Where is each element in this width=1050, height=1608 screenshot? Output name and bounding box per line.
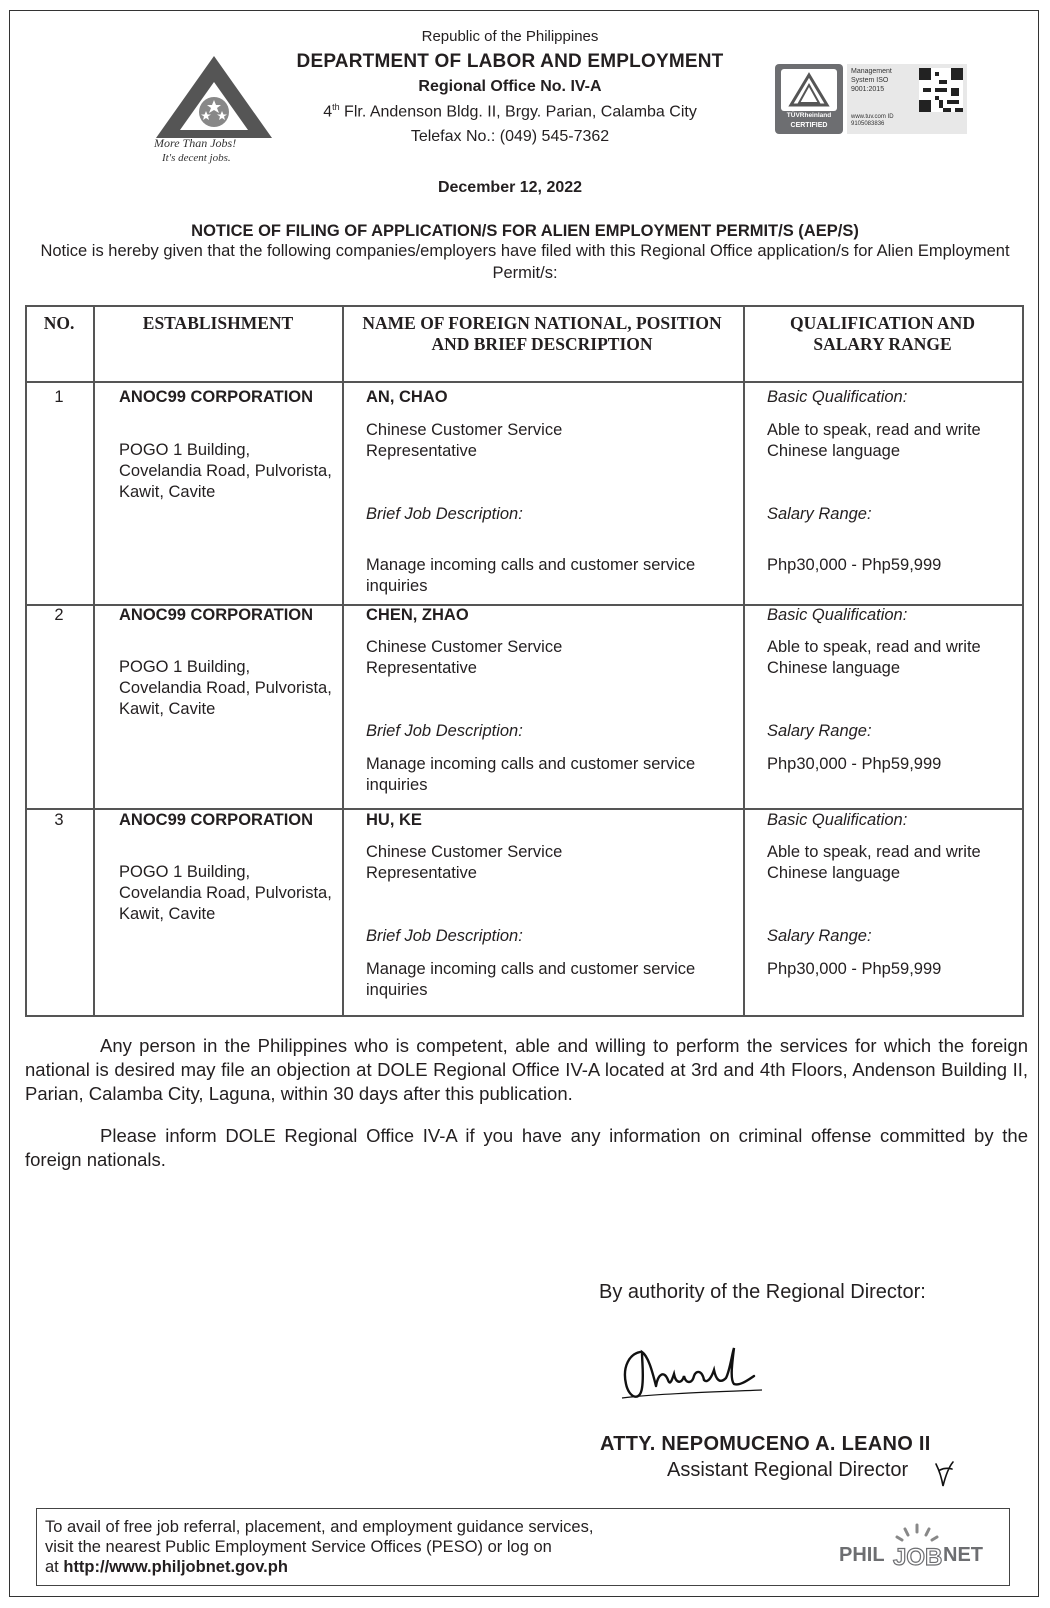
row-2-desc-label: Brief Job Description: xyxy=(366,722,523,740)
aep-applications-table xyxy=(25,305,1024,1017)
objection-paragraph xyxy=(25,1034,1028,1106)
qr-code-icon xyxy=(919,68,963,112)
footer-line-2: visit the nearest Public Employment Service Offices (PESO) or log on xyxy=(45,1538,552,1556)
regional-office: Regional Office No. IV-A xyxy=(418,78,602,95)
initial-mark-icon xyxy=(932,1458,956,1488)
footer-line-3-prefix: at xyxy=(45,1558,64,1576)
header-establishment: ESTABLISHMENT xyxy=(142,313,294,333)
row-1-position: Chinese Customer Service Representative xyxy=(366,421,563,460)
row-1-company: ANOC99 CORPORATION xyxy=(119,388,314,406)
row-3-desc-label: Brief Job Description: xyxy=(366,927,523,945)
telefax: Telefax No.: (049) 545-7362 xyxy=(410,128,610,145)
logo-tagline: More Than Jobs! xyxy=(154,136,237,150)
tuv-logo xyxy=(775,64,843,134)
row-3-company: ANOC99 CORPORATION xyxy=(119,811,314,829)
row-1-desc-label: Brief Job Description: xyxy=(366,505,523,523)
row-3-address: POGO 1 Building, Covelandia Road, Pulvorista, Kawit, Cavite xyxy=(119,863,332,923)
row-2-position: Chinese Customer Service Representative xyxy=(366,638,563,677)
philjobnet-logo xyxy=(837,1521,997,1576)
logo-phil: PHIL xyxy=(839,1544,885,1566)
row-3-salary-label: Salary Range: xyxy=(767,927,872,945)
row-3-qual-label: Basic Qualification: xyxy=(767,811,908,829)
iso-certification-badge xyxy=(775,64,967,134)
row-3-no: 3 xyxy=(54,811,64,829)
peso-footer xyxy=(36,1508,1010,1586)
logo-net: NET xyxy=(943,1544,983,1566)
notice-intro: Notice is hereby given that the following companies/employers have filed with this Regional Office application/s for Alien Employment Permit/s: xyxy=(40,242,1010,282)
logo-subtagline: It's decent jobs. xyxy=(162,152,231,164)
signatory-position: Assistant Regional Director xyxy=(667,1459,909,1481)
row-3-description: Manage incoming calls and customer service inquiries xyxy=(366,960,696,999)
notice-title: NOTICE OF FILING OF APPLICATION/S FOR ALIEN EMPLOYMENT PERMIT/S (AEP/S) xyxy=(191,222,859,240)
row-2-no: 2 xyxy=(54,606,64,624)
row-3-position: Chinese Customer Service Representative xyxy=(366,843,563,882)
header-qualification: QUALIFICATION AND SALARY RANGE xyxy=(790,313,975,354)
inform-text: Please inform DOLE Regional Office IV-A if you have any information on criminal offense committed by the foreign nationals. xyxy=(25,1125,1028,1170)
address-floor: 4 xyxy=(323,103,333,121)
footer-line-1: To avail of free job referral, placement, and employment guidance services, xyxy=(45,1518,594,1536)
row-1-salary-label: Salary Range: xyxy=(767,505,872,523)
tuv-brand: TÜVRheinland xyxy=(786,112,832,119)
row-1-salary: Php30,000 - Php59,999 xyxy=(767,556,942,574)
address-rest: Flr. Andenson Bldg. II, Brgy. Parian, Calamba City xyxy=(339,103,697,121)
department-name: DEPARTMENT OF LABOR AND EMPLOYMENT xyxy=(296,51,724,72)
signature-icon xyxy=(612,1340,772,1410)
inform-paragraph xyxy=(25,1124,1028,1172)
row-2-salary: Php30,000 - Php59,999 xyxy=(767,755,942,773)
row-2-address: POGO 1 Building, Covelandia Road, Pulvorista, Kawit, Cavite xyxy=(119,658,332,718)
row-2-company: ANOC99 CORPORATION xyxy=(119,606,314,624)
row-1-no: 1 xyxy=(54,388,64,406)
objection-text: Any person in the Philippines who is competent, able and willing to perform the services for which the foreign national is desired may file an objection at DOLE Regional Office IV-A located at 3rd and 4th Floors, Andenson Building II, Parian, Calamba City, Laguna, within 30 days after this publication. xyxy=(25,1035,1028,1104)
row-2-qualification: Able to speak, read and write Chinese language xyxy=(767,638,981,677)
signatory-name: ATTY. NEPOMUCENO A. LEANO II xyxy=(600,1433,931,1455)
row-1-qualification: Able to speak, read and write Chinese language xyxy=(767,421,981,460)
address-sup: th xyxy=(332,102,340,112)
republic-line: Republic of the Philippines xyxy=(421,28,599,45)
philjobnet-link[interactable]: http://www.philjobnet.gov.ph xyxy=(63,1558,288,1576)
header-foreign-national: NAME OF FOREIGN NATIONAL, POSITION AND BRIEF DESCRIPTION xyxy=(362,313,722,354)
header-no: NO. xyxy=(43,313,75,333)
logo-job: JOB xyxy=(893,1544,943,1571)
row-1-qual-label: Basic Qualification: xyxy=(767,388,908,406)
row-2-name: CHEN, ZHAO xyxy=(366,606,469,624)
row-2-qual-label: Basic Qualification: xyxy=(767,606,908,624)
row-1-name: AN, CHAO xyxy=(366,388,448,406)
row-3-name: HU, KE xyxy=(366,811,422,829)
row-2-salary-label: Salary Range: xyxy=(767,722,872,740)
tuv-certified: CERTIFIED xyxy=(790,122,828,129)
footer-text xyxy=(45,1517,593,1577)
row-1-description: Manage incoming calls and customer service inquiries xyxy=(366,556,696,595)
row-1-address: POGO 1 Building, Covelandia Road, Pulvorista, Kawit, Cavite xyxy=(119,441,332,501)
management-system: Management System ISO 9001:2015 xyxy=(851,68,892,93)
tuv-triangle-icon xyxy=(781,69,837,111)
row-3-qualification: Able to speak, read and write Chinese language xyxy=(767,843,981,882)
row-3-salary: Php30,000 - Php59,999 xyxy=(767,960,942,978)
notice-date: December 12, 2022 xyxy=(437,179,583,196)
row-2-description: Manage incoming calls and customer service inquiries xyxy=(366,755,696,794)
philjobnet-rays-icon xyxy=(837,1521,997,1576)
authority-line: By authority of the Regional Director: xyxy=(599,1281,926,1303)
office-address xyxy=(230,102,790,121)
certification-url: www.tuv.com ID 9105083836 xyxy=(851,114,894,127)
